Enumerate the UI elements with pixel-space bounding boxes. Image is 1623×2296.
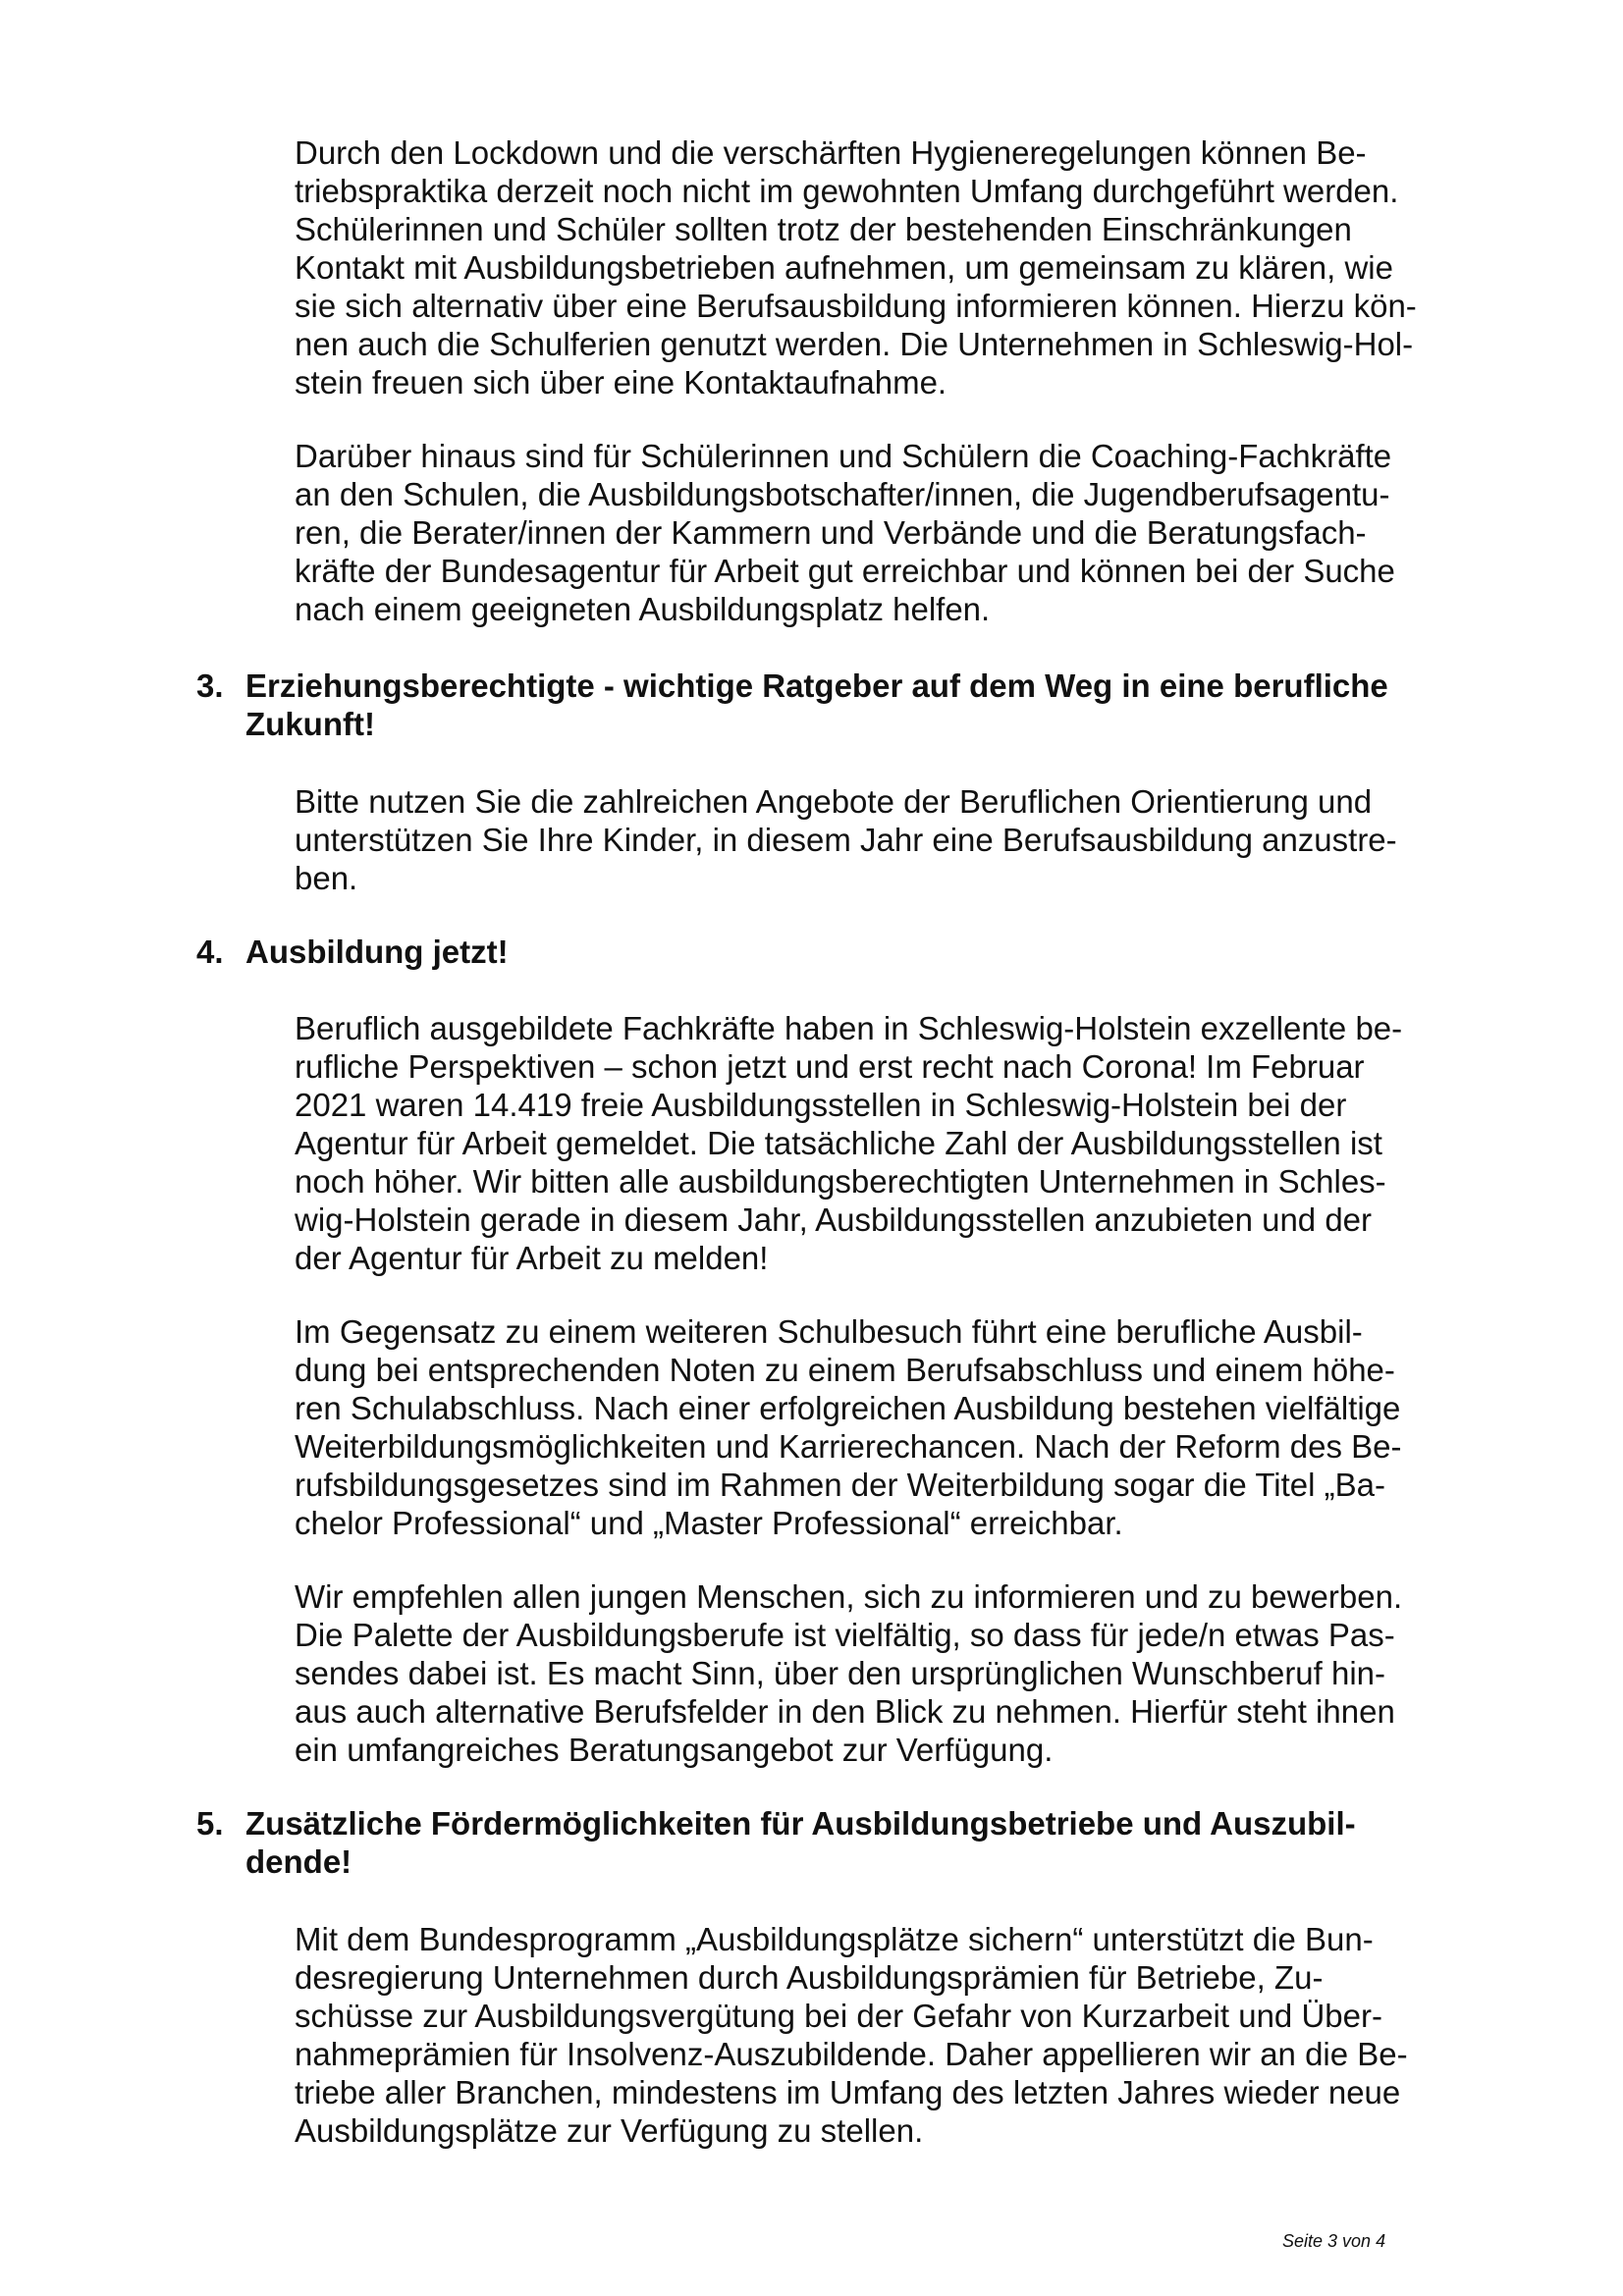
section-number-4: 4. — [196, 934, 224, 970]
text-line: chelor Professional“ und „Master Professional“ erreichbar. — [295, 1505, 1123, 1541]
text-line: Darüber hinaus sind für Schülerinnen und Schülern die Coaching-Fachkräfte — [295, 438, 1392, 474]
text-line: Agentur für Arbeit gemeldet. Die tatsächliche Zahl der Ausbildungsstellen ist — [295, 1125, 1382, 1161]
section-number-5: 5. — [196, 1805, 224, 1842]
text-line: stein freuen sich über eine Kontaktaufnahme. — [295, 364, 947, 400]
text-line: triebe aller Branchen, mindestens im Umfang des letzten Jahres wieder neue — [295, 2074, 1401, 2110]
text-line: unterstützen Sie Ihre Kinder, in diesem Jahr eine Berufsausbildung anzustre- — [295, 822, 1397, 858]
text-line: Ausbildungsplätze zur Verfügung zu stellen. — [295, 2112, 924, 2149]
heading-line: dende! — [245, 1843, 352, 1880]
text-line: triebspraktika derzeit noch nicht im gewohnten Umfang durchgeführt werden. — [295, 173, 1399, 209]
text-line: Weiterbildungsmöglichkeiten und Karrierechancen. Nach der Reform des Be- — [295, 1428, 1402, 1465]
text-line: ren, die Berater/innen der Kammern und Verbände und die Beratungsfach- — [295, 514, 1367, 551]
text-line: nahmeprämien für Insolvenz-Auszubildende. Daher appellieren wir an die Be- — [295, 2036, 1408, 2072]
text-line: Im Gegensatz zu einem weiteren Schulbesuch führt eine berufliche Ausbil- — [295, 1313, 1363, 1350]
text-line: sendes dabei ist. Es macht Sinn, über den ursprünglichen Wunschberuf hin- — [295, 1655, 1386, 1691]
text-line: rufsbildungsgesetzes sind im Rahmen der Weiterbildung sogar die Titel „Ba- — [295, 1467, 1385, 1503]
text-line: schüsse zur Ausbildungsvergütung bei der Gefahr von Kurzarbeit und Über- — [295, 1998, 1382, 2034]
heading-line: Zusätzliche Fördermöglichkeiten für Ausbildungsbetriebe und Auszubil- — [245, 1805, 1356, 1842]
text-line: aus auch alternative Berufsfelder in den Blick zu nehmen. Hierfür steht ihnen — [295, 1693, 1395, 1730]
heading-line: Ausbildung jetzt! — [245, 934, 509, 970]
text-line: Durch den Lockdown und die verschärften Hygieneregelungen können Be- — [295, 134, 1367, 171]
text-line: Mit dem Bundesprogramm „Ausbildungsplätze sichern“ unterstützt die Bun- — [295, 1921, 1374, 1957]
text-line: rufliche Perspektiven – schon jetzt und erst recht nach Corona! Im Februar — [295, 1048, 1365, 1085]
text-line: sie sich alternativ über eine Berufsausbildung informieren können. Hierzu kön- — [295, 288, 1417, 324]
text-line: desregierung Unternehmen durch Ausbildungsprämien für Betriebe, Zu- — [295, 1959, 1324, 1996]
text-line: Beruflich ausgebildete Fachkräfte haben in Schleswig-Holstein exzellente be- — [295, 1010, 1403, 1046]
page-number-footer: Seite 3 von 4 — [1282, 2231, 1386, 2251]
text-line: Die Palette der Ausbildungsberufe ist vielfältig, so dass für jede/n etwas Pas- — [295, 1617, 1395, 1653]
text-line: ben. — [295, 860, 358, 896]
text-line: nach einem geeigneten Ausbildungsplatz helfen. — [295, 591, 991, 627]
text-line: noch höher. Wir bitten alle ausbildungsberechtigten Unternehmen in Schles- — [295, 1163, 1386, 1200]
text-line: 2021 waren 14.419 freie Ausbildungsstellen in Schleswig-Holstein bei der — [295, 1087, 1347, 1123]
text-line: der Agentur für Arbeit zu melden! — [295, 1240, 769, 1276]
section-number-3: 3. — [196, 667, 224, 704]
text-line: Schülerinnen und Schüler sollten trotz der bestehenden Einschränkungen — [295, 211, 1352, 247]
text-line: nen auch die Schulferien genutzt werden. Die Unternehmen in Schleswig-Hol- — [295, 326, 1414, 362]
text-line: an den Schulen, die Ausbildungsbotschafter/innen, die Jugendberufsagentu- — [295, 476, 1390, 512]
text-line: ein umfangreiches Beratungsangebot zur Verfügung. — [295, 1732, 1054, 1768]
text-line: wig-Holstein gerade in diesem Jahr, Ausbildungsstellen anzubieten und der — [295, 1201, 1373, 1238]
text-line: Kontakt mit Ausbildungsbetrieben aufnehmen, um gemeinsam zu klären, wie — [295, 249, 1393, 286]
text-line: Bitte nutzen Sie die zahlreichen Angebote der Beruflichen Orientierung und — [295, 783, 1373, 820]
text-line: Wir empfehlen allen jungen Menschen, sich zu informieren und zu bewerben. — [295, 1578, 1403, 1615]
heading-line: Zukunft! — [245, 706, 375, 742]
text-line: kräfte der Bundesagentur für Arbeit gut erreichbar und können bei der Suche — [295, 553, 1395, 589]
heading-line: Erziehungsberechtigte - wichtige Ratgeber auf dem Weg in eine berufliche — [245, 667, 1388, 704]
text-line: ren Schulabschluss. Nach einer erfolgreichen Ausbildung bestehen vielfältige — [295, 1390, 1401, 1426]
text-line: dung bei entsprechenden Noten zu einem Berufsabschluss und einem höhe- — [295, 1352, 1395, 1388]
